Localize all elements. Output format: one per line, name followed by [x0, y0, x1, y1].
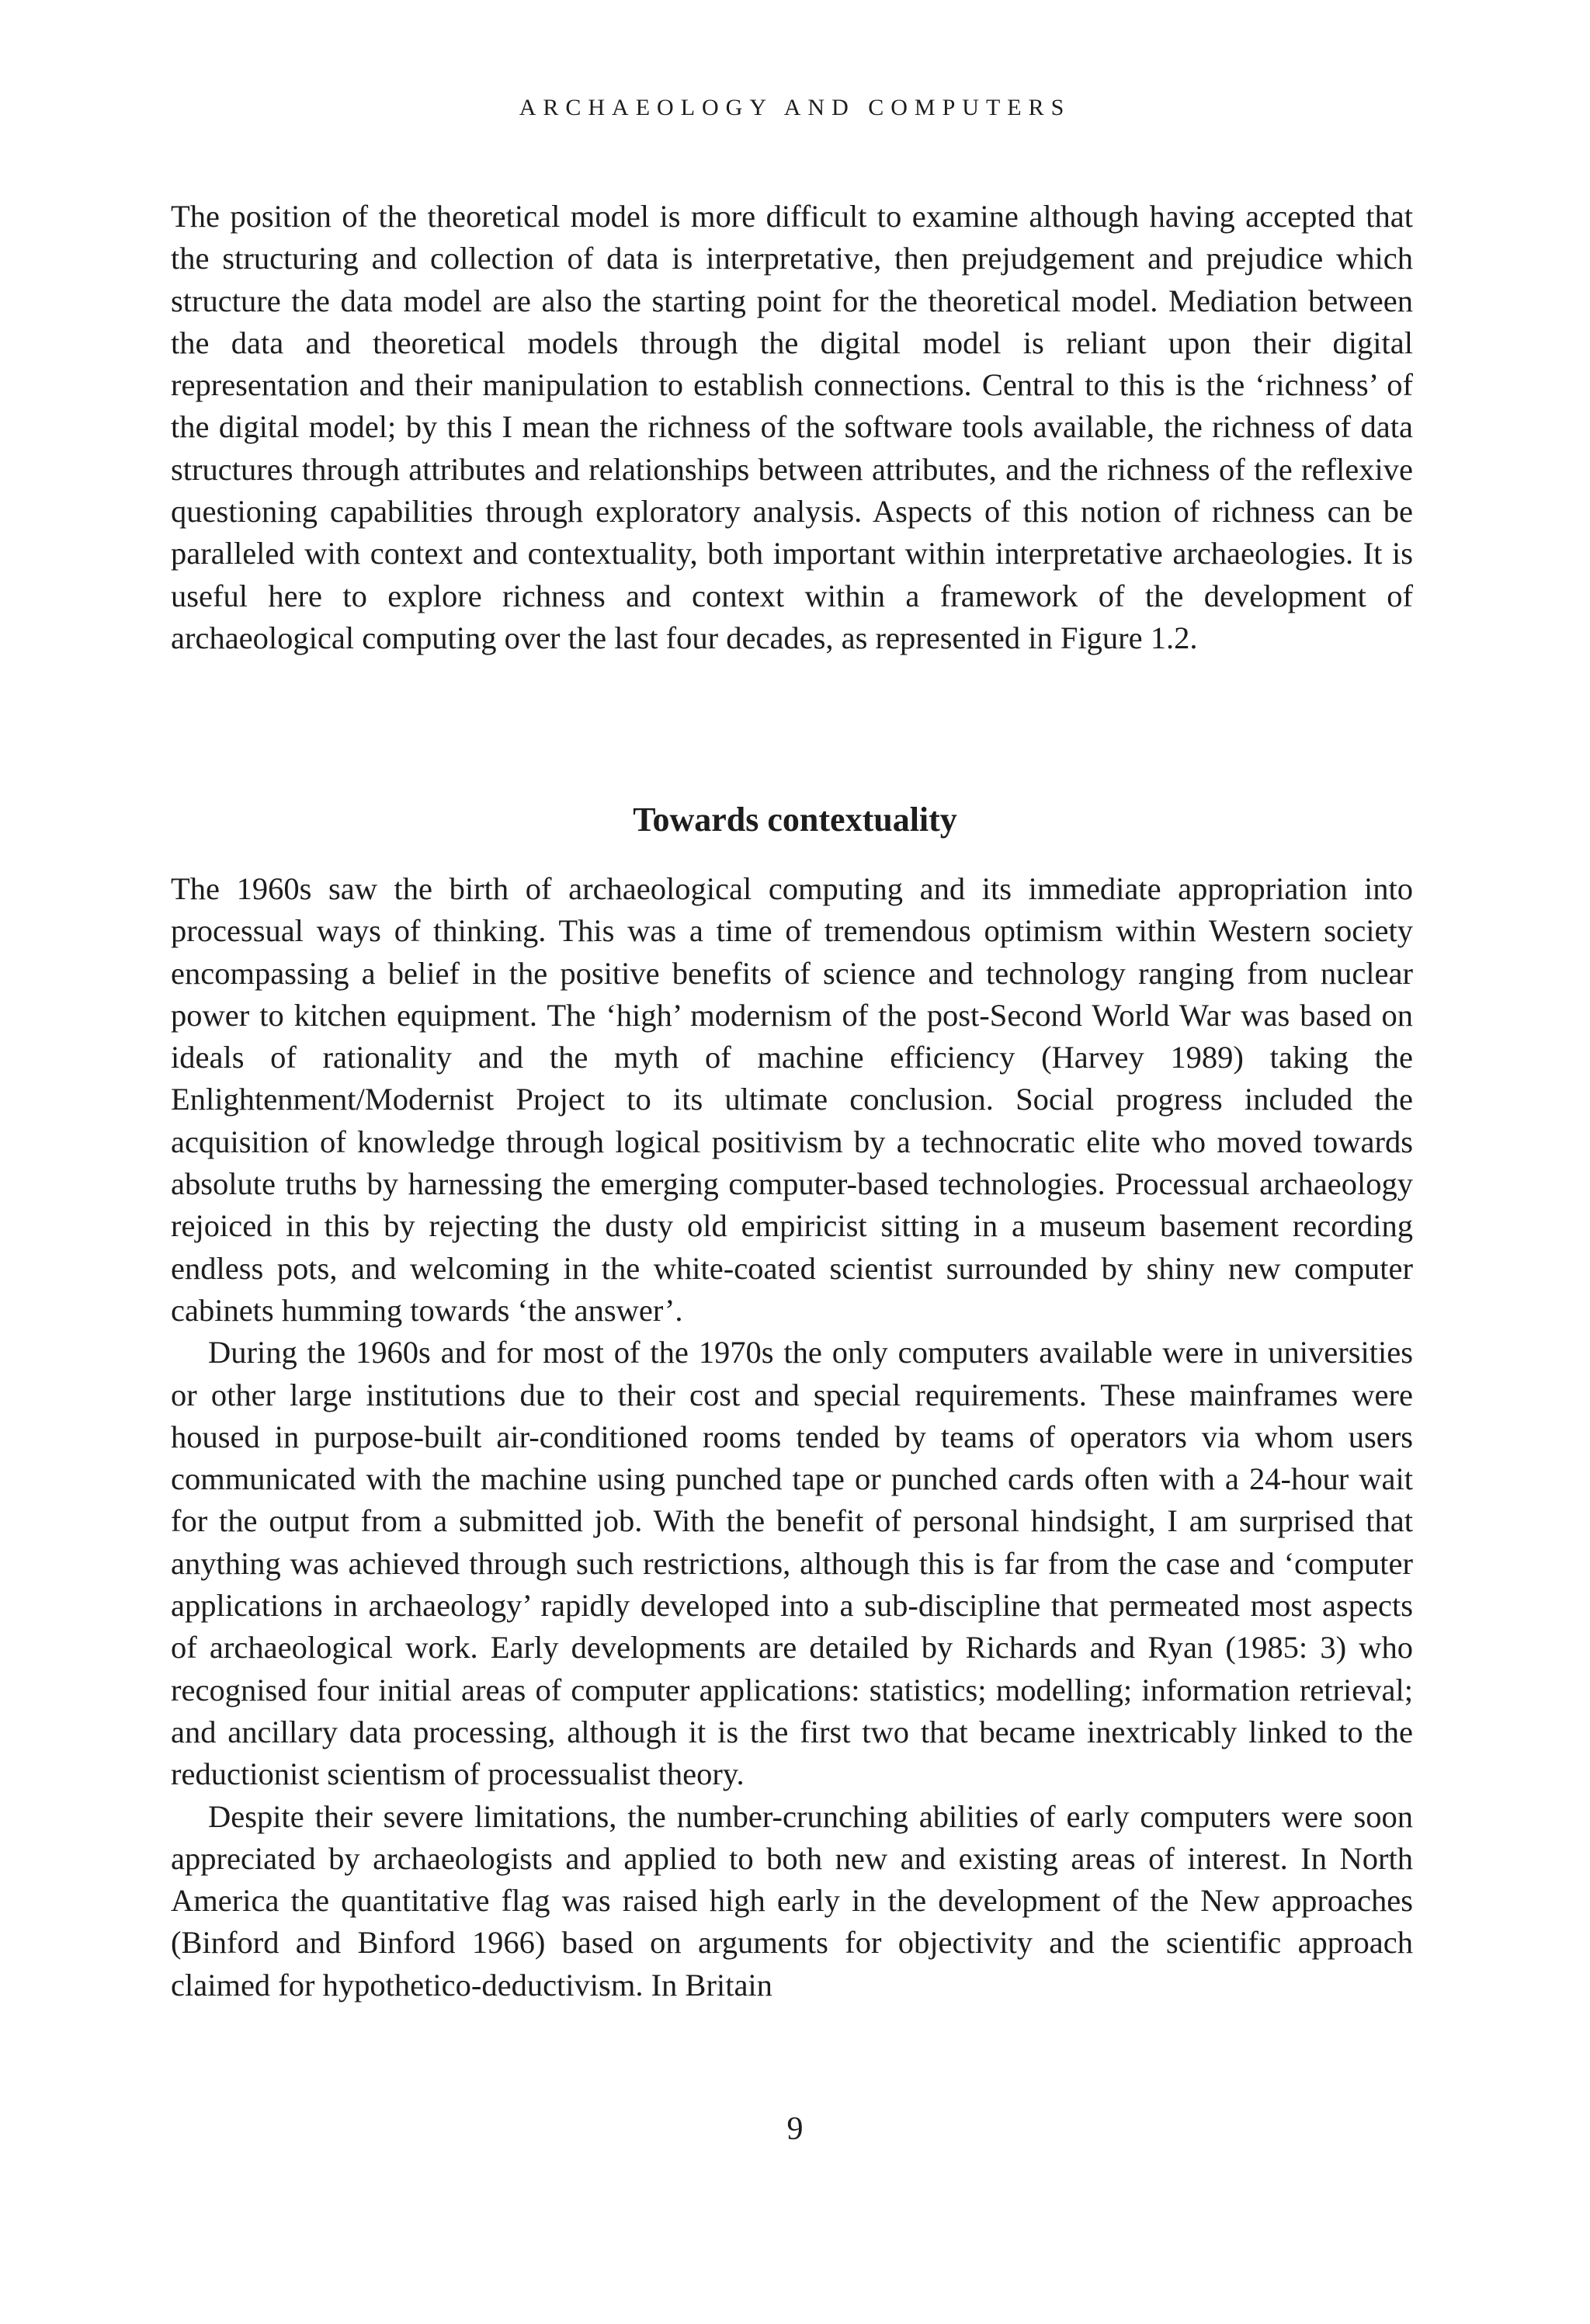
page-number: 9: [786, 2111, 804, 2147]
paragraph: During the 1960s and for most of the 1970s the only computers available were in universities or other large institutions due to their cost and special requirements. These mainframes were housed in purpose-built air-conditioned rooms tended by teams of operators via whom users communicated with the machine using punched tape or punched cards often with a 24-hour wait for the output from a submitted job. With the benefit of personal hindsight, I am surprised that anything was achieved through such restrictions, although this is far from the case and ‘computer applications in archaeology’ rapidly developed into a sub-discipline that permeated most aspects of archaeological work. Early developments are detailed by Richards and Ryan (1985: 3) who recognised four initial areas of computer applications: statistics; modelling; information retrieval; and ancillary data processing, although it is the first two that became inextricably linked to the reductionist scientism of processualist theory.: [171, 1335, 1413, 1792]
paragraph: Despite their severe limitations, the number-crunching abilities of early computers were soon appreciated by archaeologists and applied to both new and existing areas of interest. In North America the quantitative flag was raised high early in the development of the New approaches (Binford and Binford 1966) based on arguments for objectivity and the scientific approach claimed for hypothetico-deductivism. In Britain: [171, 1798, 1413, 2003]
body-text-upper: [171, 196, 1413, 659]
body-text-lower: [171, 868, 1413, 2006]
running-head: ARCHAEOLOGY AND COMPUTERS: [519, 95, 1071, 120]
paragraph: The 1960s saw the birth of archaeological computing and its immediate appropriation into processual ways of thinking. This was a time of tremendous optimism within Western society encompassing a belief in the positive benefits of science and technology ranging from nuclear power to kitchen equipment. The ‘high’ modernism of the post-Second World War was based on ideals of rationality and the myth of machine efficiency (Harvey 1989) taking the Enlightenment/Modernist Project to its ultimate conclusion. Social progress included the acquisition of knowledge through logical positivism by a technocratic elite who moved towards absolute truths by harnessing the emerging computer-based technologies. Processual archaeology rejoiced in this by rejecting the dusty old empiricist sitting in a museum basement recording endless pots, and welcoming in the white-coated scientist surrounded by shiny new computer cabinets humming towards ‘the answer’.: [171, 871, 1413, 1328]
section-heading: Towards contextuality: [633, 801, 957, 839]
paragraph: The position of the theoretical model is more difficult to examine although having accepted that the structuring and collection of data is interpretative, then prejudgement and prejudice which structure the data model are also the starting point for the theoretical model. Mediation between the data and theoretical models through the digital model is reliant upon their digital representation and their manipulation to establish connections. Central to this is the ‘richness’ of the digital model; by this I mean the richness of the software tools available, the richness of data structures through attributes and relationships between attributes, and the richness of the reflexive questioning capabilities through exploratory analysis. Aspects of this notion of richness can be paralleled with context and contextuality, both important within interpretative archaeologies. It is useful here to explore richness and context within a framework of the development of archaeological computing over the last four decades, as represented in Figure 1.2.: [171, 199, 1413, 655]
